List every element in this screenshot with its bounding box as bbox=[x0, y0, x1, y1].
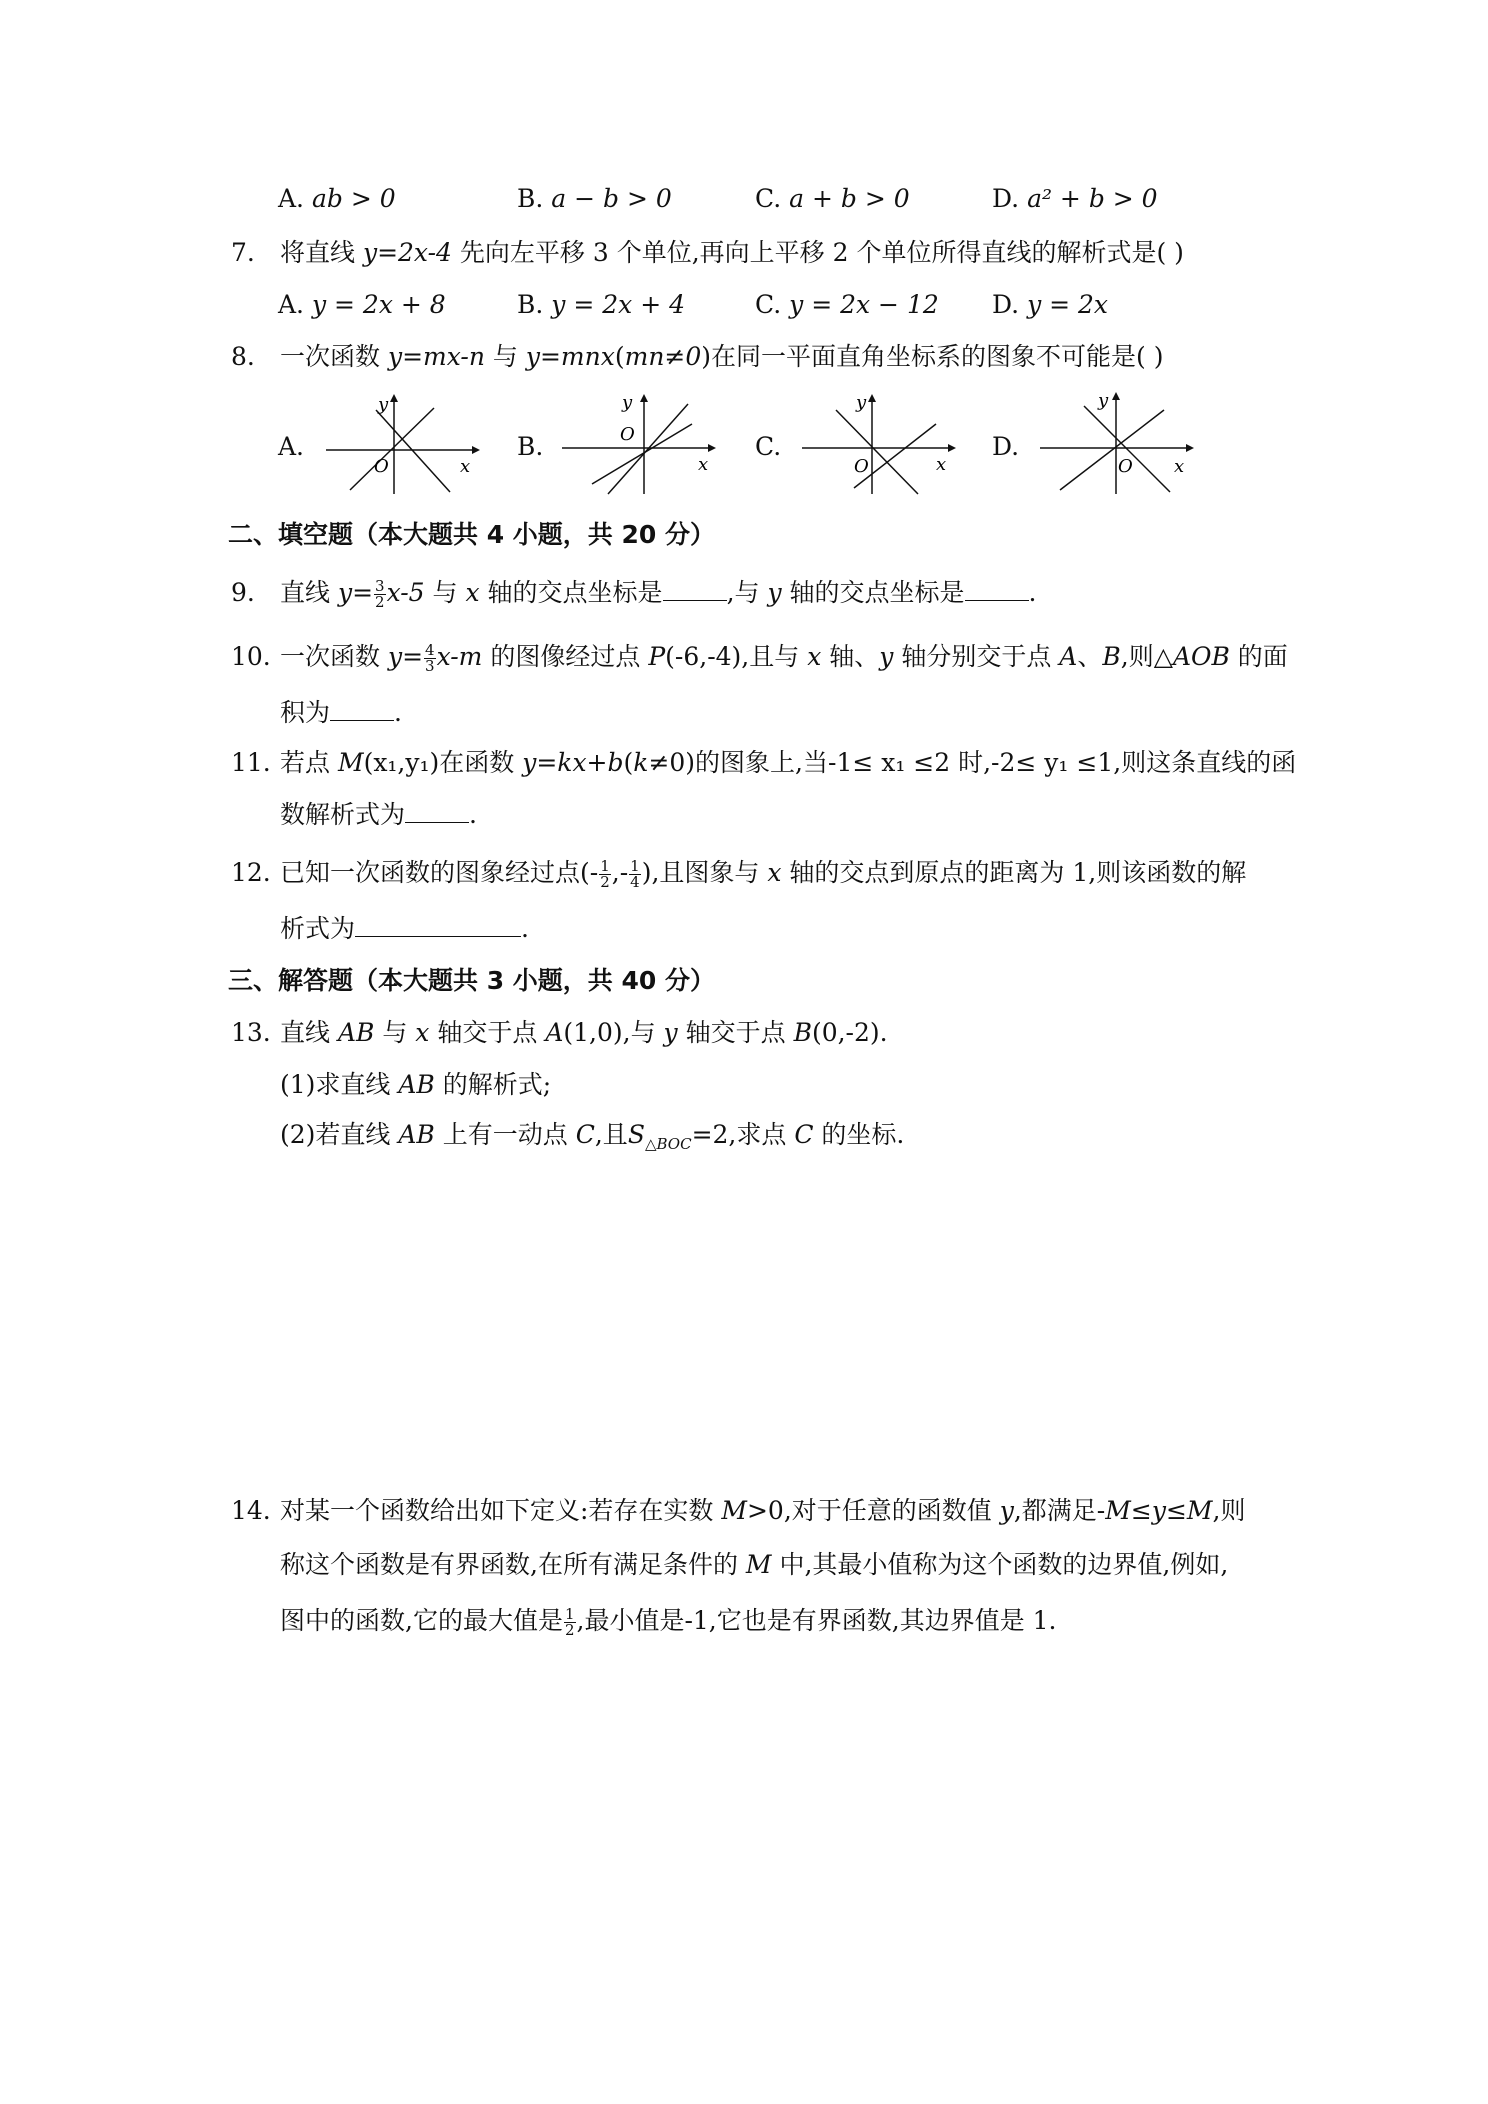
q8-number: 8. bbox=[231, 342, 255, 371]
option-label: C. bbox=[755, 184, 782, 213]
q6-option-c[interactable] bbox=[755, 182, 910, 216]
q9-stem: 直线 y= $\frac{3}{2}$ x-5 与 x 轴的交点坐标是 ,与 y 轴的交点坐标是 . bbox=[280, 577, 1037, 611]
q11-stem: 若点 M(x₁,y₁)在函数 y=kx+b(k≠0)的图象上,当-1≤ x₁ ≤2 时,-2≤ y₁ ≤1,则这条直线的函 bbox=[280, 748, 1297, 777]
q14-number: 14. bbox=[231, 1496, 271, 1525]
q14-line1: 对某一个函数给出如下定义:若存在实数 M>0,对于任意的函数值 y,都满足-M≤y≤M,则 bbox=[280, 1496, 1246, 1525]
section-3-title: 三、解答题（本大题共 3 小题，共 40 分） bbox=[228, 966, 716, 995]
q14-line3: 图中的函数,它的最大值是 $\frac{1}{2}$ ,最小值是-1,它也是有界函数,其边界值是 1. bbox=[280, 1605, 1057, 1639]
x-label: x bbox=[698, 454, 709, 475]
answer-blank[interactable] bbox=[355, 912, 521, 937]
option-label: D. bbox=[992, 184, 1020, 213]
y-axis-arrow-icon bbox=[640, 394, 648, 402]
y-axis-arrow-icon bbox=[868, 394, 876, 402]
x-axis-arrow-icon bbox=[472, 446, 480, 454]
q13-stem: 直线 AB 与 x 轴交于点 A(1,0),与 y 轴交于点 B(0,-2). bbox=[280, 1018, 888, 1047]
origin-label: O bbox=[854, 456, 869, 477]
q8-stem: 一次函数 y=mx-n 与 y=mnx(mn≠0)在同一平面直角坐标系的图象不可能是( ) bbox=[280, 342, 1164, 371]
section-2-title: 二、填空题（本大题共 4 小题，共 20 分） bbox=[228, 520, 716, 549]
option-text: a + b > 0 bbox=[789, 184, 910, 213]
q8-graph-d bbox=[1036, 388, 1196, 500]
line-2 bbox=[376, 410, 450, 492]
x-label: x bbox=[1174, 456, 1185, 477]
fraction: $\frac{4}{3}$ bbox=[425, 641, 435, 675]
q8-graph-label-d[interactable]: D. bbox=[992, 432, 1020, 461]
q10-number: 10. bbox=[231, 642, 271, 671]
option-label: B. bbox=[517, 184, 544, 213]
q6-option-d[interactable] bbox=[992, 182, 1158, 216]
q6-option-b[interactable] bbox=[517, 182, 672, 216]
q7-option-d[interactable]: D. y = 2x bbox=[992, 290, 1109, 319]
y-axis-arrow-icon bbox=[1112, 392, 1120, 400]
y-label: y bbox=[622, 392, 633, 413]
q9-number: 9. bbox=[231, 578, 255, 607]
q8-graph-b bbox=[558, 390, 718, 500]
q14-line2: 称这个函数是有界函数,在所有满足条件的 M 中,其最小值称为这个函数的边界值,例如, bbox=[280, 1550, 1229, 1579]
q12-number: 12. bbox=[231, 858, 271, 887]
q12-line2: 析式为 . bbox=[280, 914, 529, 943]
q13-number: 13. bbox=[231, 1018, 271, 1047]
q13-part-1: (1)求直线 AB 的解析式; bbox=[280, 1070, 552, 1099]
q7-stem: 将直线 y=2x-4 先向左平移 3 个单位,再向上平移 2 个单位所得直线的解析式是( ) bbox=[280, 238, 1184, 267]
origin-label: O bbox=[620, 424, 635, 445]
option-label: A. bbox=[278, 184, 305, 213]
y-axis-arrow-icon bbox=[390, 394, 398, 402]
q8-graph-a bbox=[322, 390, 482, 500]
q13-part-2: (2)若直线 AB 上有一动点 C,且$S_{\triangle BOC}=2$,求点 C 的坐标. bbox=[280, 1120, 905, 1153]
x-label: x bbox=[936, 454, 947, 475]
q10-stem: 一次函数 y= $\frac{4}{3}$ x-m 的图像经过点 P(-6,-4),且与 x 轴、y 轴分别交于点 A、B,则△AOB 的面 bbox=[280, 641, 1288, 675]
answer-blank[interactable] bbox=[663, 576, 727, 601]
q8-graph-label-b[interactable]: B. bbox=[517, 432, 544, 461]
y-label: y bbox=[378, 394, 389, 415]
option-text: a − b > 0 bbox=[551, 184, 672, 213]
q7-option-a[interactable]: A. y = 2x + 8 bbox=[278, 290, 446, 319]
x-axis-arrow-icon bbox=[708, 444, 716, 452]
origin-label: O bbox=[1118, 456, 1133, 477]
answer-blank[interactable] bbox=[330, 696, 394, 721]
q10-line2: 积为 . bbox=[280, 698, 402, 727]
answer-blank[interactable] bbox=[405, 798, 469, 823]
q7-option-b[interactable]: B. y = 2x + 4 bbox=[517, 290, 685, 319]
q12-stem: 已知一次函数的图象经过点(- $\frac{1}{2}$ ,- $\frac{1}{4}$ ),且图象与 x 轴的交点到原点的距离为 1,则该函数的解 bbox=[280, 857, 1247, 891]
line-1 bbox=[350, 408, 434, 490]
option-text: ab > 0 bbox=[311, 184, 396, 213]
line-2 bbox=[1084, 406, 1170, 492]
q7-number: 7. bbox=[231, 238, 255, 267]
line-2 bbox=[592, 424, 692, 484]
x-label: x bbox=[460, 456, 471, 477]
line-1 bbox=[836, 410, 918, 494]
q11-number: 11. bbox=[231, 748, 271, 777]
q6-option-a[interactable] bbox=[278, 182, 396, 216]
q8-graph-label-c[interactable]: C. bbox=[755, 432, 782, 461]
line-1 bbox=[1060, 410, 1164, 490]
fraction: $\frac{1}{2}$ bbox=[564, 1605, 575, 1639]
x-axis-arrow-icon bbox=[948, 444, 956, 452]
answer-blank[interactable] bbox=[965, 576, 1029, 601]
line-1 bbox=[608, 404, 688, 494]
origin-label: O bbox=[374, 456, 389, 477]
y-label: y bbox=[1098, 390, 1109, 411]
y-label: y bbox=[856, 392, 867, 413]
x-axis-arrow-icon bbox=[1186, 444, 1194, 452]
fraction: $\frac{3}{2}$ bbox=[375, 577, 385, 611]
option-text: a² + b > 0 bbox=[1027, 184, 1158, 213]
fraction: $\frac{1}{2}$ bbox=[600, 857, 610, 891]
q8-graph-c bbox=[798, 390, 958, 500]
q8-graph-label-a[interactable]: A. bbox=[278, 432, 305, 461]
fraction: $\frac{1}{4}$ bbox=[630, 857, 640, 891]
q11-line2: 数解析式为 . bbox=[280, 800, 477, 829]
q7-option-c[interactable]: C. y = 2x − 12 bbox=[755, 290, 939, 319]
